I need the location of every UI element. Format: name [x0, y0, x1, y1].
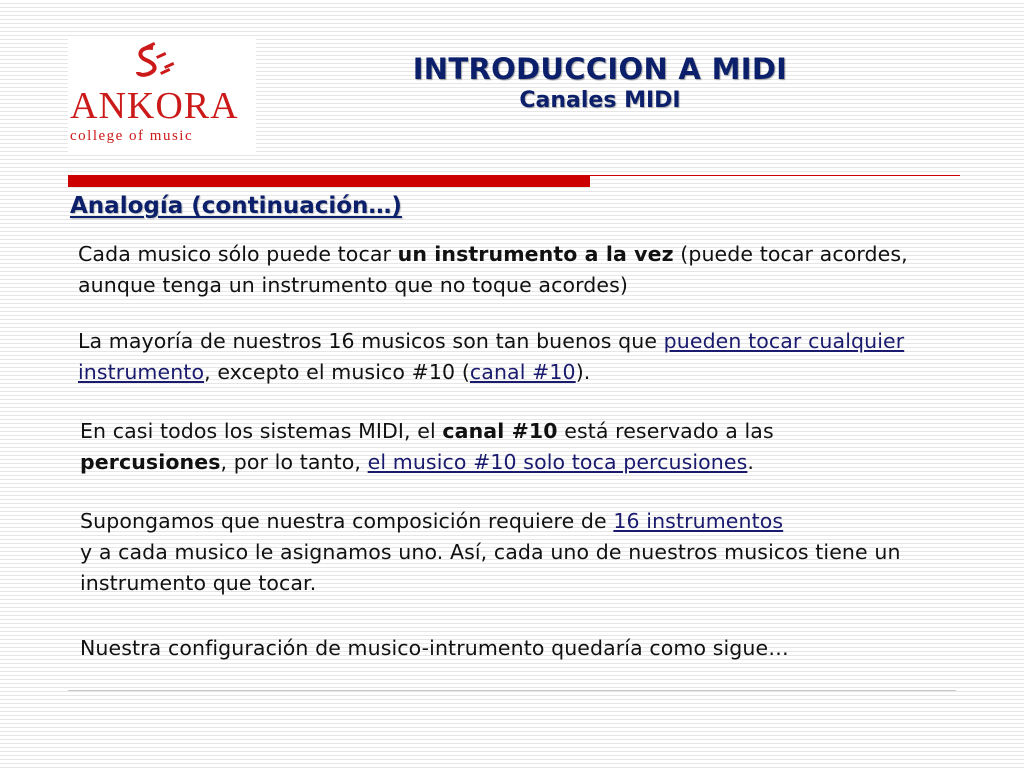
- paragraph-2: [78, 326, 998, 388]
- paragraph-5: [80, 633, 980, 664]
- paragraph-1-text-b: (puede tocar acordes, aunque tenga un instrumento que no toque acordes): [78, 242, 908, 297]
- paragraph-3-text-c: , por lo tanto,: [220, 450, 368, 474]
- paragraph-1: [78, 239, 978, 301]
- link-musico-10-percusiones[interactable]: el musico #10 solo toca percusiones: [367, 450, 748, 474]
- ankora-logo: [68, 36, 256, 154]
- slide-header: [300, 50, 900, 114]
- paragraph-3-bold-percusiones: percusiones: [80, 450, 221, 474]
- logo-brand-text: Ankora: [70, 85, 239, 127]
- paragraph-4: [80, 506, 1010, 599]
- paragraph-1-text-a: Cada musico sólo puede tocar: [78, 242, 398, 266]
- paragraph-2-text-c: ).: [575, 360, 591, 384]
- paragraph-4-text-b: y a cada musico le asignamos uno. Así, cada uno de nuestros musicos tiene un instrumento que tocar.: [80, 540, 901, 595]
- paragraph-5-text: Nuestra configuración de musico-intrumento quedaría como sigue…: [80, 636, 789, 660]
- paragraph-2-text-a: La mayoría de nuestros 16 musicos son tan buenos que: [78, 329, 664, 353]
- logo-emblem-icon: [138, 42, 174, 75]
- paragraph-4-text-a: Supongamos que nuestra composición requiere de: [80, 509, 614, 533]
- header-red-bar: [68, 175, 590, 187]
- paragraph-3-text-b: está reservado a las: [557, 419, 774, 443]
- paragraph-3-text-d: .: [747, 450, 755, 474]
- header-red-line: [590, 175, 960, 176]
- section-heading: Analogía (continuación…): [70, 193, 402, 219]
- link-pueden-tocar[interactable]: pueden tocar cualquier instrumento: [78, 329, 905, 384]
- slide-title: INTRODUCCION A MIDI: [412, 52, 788, 86]
- paragraph-3-text-a: En casi todos los sistemas MIDI, el: [80, 419, 443, 443]
- link-canal-10[interactable]: canal #10: [469, 360, 576, 384]
- slide-subtitle: Canales MIDI: [519, 88, 681, 113]
- ankora-logo-graphic: [68, 36, 256, 154]
- footer-divider: [68, 690, 956, 691]
- paragraph-1-bold: un instrumento a la vez: [397, 242, 674, 266]
- logo-tagline-text: college of music: [70, 128, 194, 144]
- link-16-instrumentos[interactable]: 16 instrumentos: [613, 509, 784, 533]
- paragraph-3-bold-canal: canal #10: [442, 419, 558, 443]
- paragraph-2-text-b: , excepto el musico #10 (: [204, 360, 470, 384]
- paragraph-3: [80, 416, 990, 478]
